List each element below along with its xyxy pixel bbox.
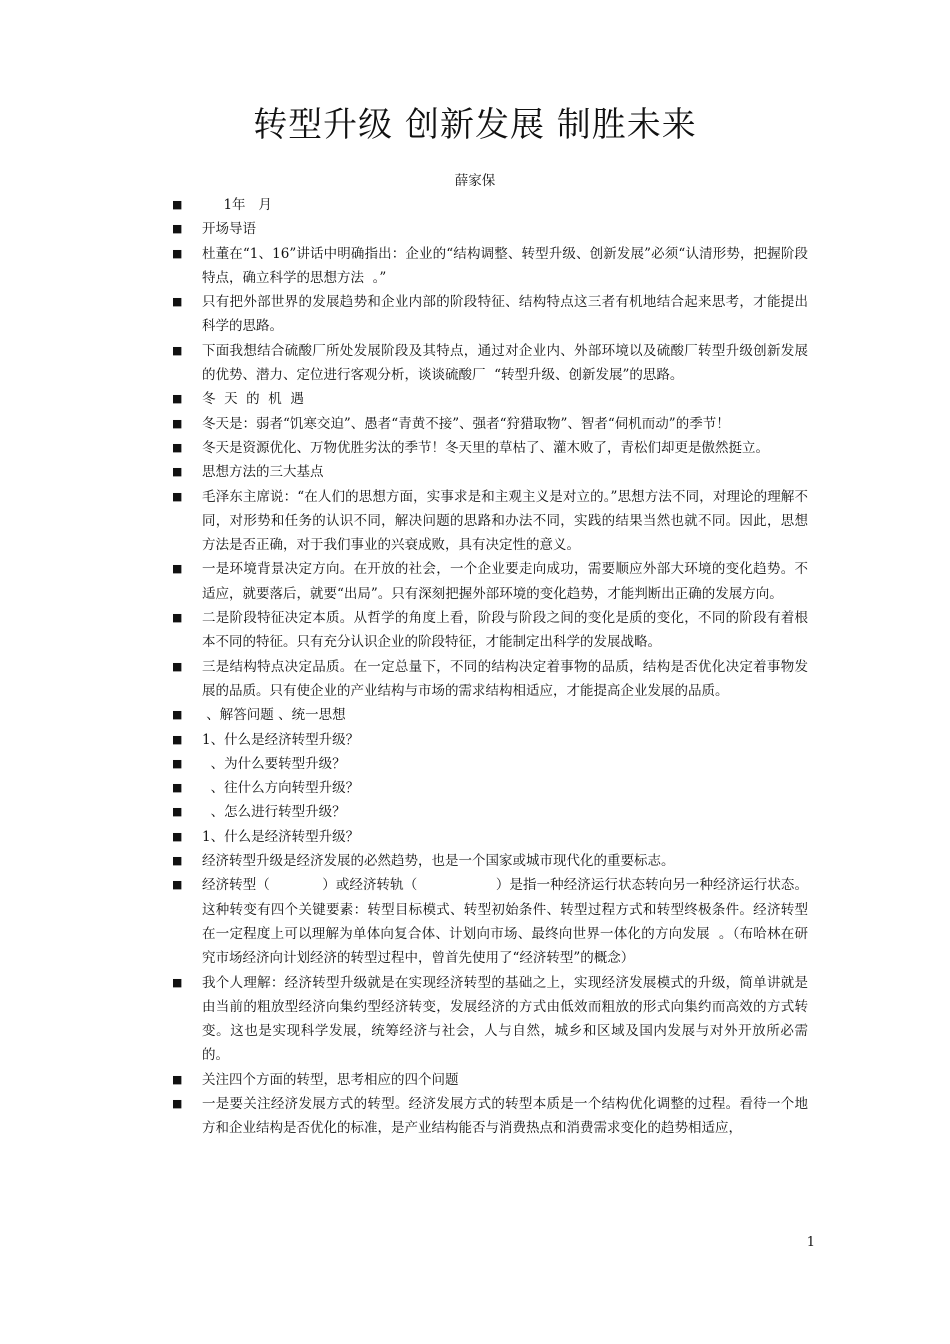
bullet-icon: ■ bbox=[172, 562, 183, 576]
list-item bbox=[172, 849, 808, 873]
list-item-text: 二是阶段特征决定本质。从哲学的角度上看，阶段与阶段之间的变化是质的变化，不同的阶段有着根本不同的特征。只有充分认识企业的阶段特征，才能制定出科学的发展战略。 bbox=[202, 610, 808, 651]
document-title: 转型升级 创新发展 制胜未来 bbox=[253, 105, 697, 145]
bullet-icon: ■ bbox=[172, 465, 183, 479]
bullet-icon: ■ bbox=[172, 878, 183, 892]
list-item-text: 下面我想结合硫酸厂所处发展阶段及其特点，通过对企业内、外部环境以及硫酸厂转型升级创新发展的优势、潜力、定位进行客观分析，谈谈硫酸厂 “转型升级、创新发展”的思路。 bbox=[202, 342, 808, 384]
list-item bbox=[172, 412, 808, 436]
list-item bbox=[172, 1092, 808, 1141]
list-item-text: 冬天是：弱者“饥寒交迫”、愚者“青黄不接”、强者“狩猎取物”、智者“伺机而动”的季节！ bbox=[202, 415, 730, 432]
list-item-text: 开场导语 bbox=[202, 221, 256, 238]
list-item bbox=[172, 485, 808, 558]
list-item bbox=[172, 557, 808, 606]
list-item-text: 杜董在“1、16”讲话中明确指出：企业的“结构调整、转型升级、创新发展”必须“认清形势，把握阶段特点，确立科学的思想方法 。” bbox=[202, 245, 808, 286]
list-item-text: 冬 天 的 机 遇 bbox=[202, 391, 304, 408]
list-item-text: 我个人理解：经济转型升级就是在实现经济转型的基础之上，实现经济发展模式的升级，简单讲就是由当前的粗放型经济向集约型经济转变，发展经济的方式由低效而粗放的形式向集约而高效的方式转变。这也是实现科学发展，统筹经济与社会，人与自然，城乡和区域及国内发展与对外开放所必需的。 bbox=[202, 974, 808, 1064]
bullet-icon: ■ bbox=[172, 246, 183, 260]
bullet-icon: ■ bbox=[172, 708, 183, 722]
list-item bbox=[172, 873, 808, 970]
bullet-icon: ■ bbox=[172, 222, 183, 236]
list-item bbox=[172, 193, 808, 217]
list-item-text: 关注四个方面的转型，思考相应的四个问题 bbox=[202, 1071, 459, 1088]
bullet-icon: ■ bbox=[172, 1072, 183, 1086]
list-item-text: 经济转型升级是经济发展的必然趋势，也是一个国家或城市现代化的重要标志。 bbox=[202, 853, 675, 870]
list-item-text: 、往什么方向转型升级？ bbox=[202, 780, 360, 797]
author-name: 薛家保 bbox=[454, 173, 496, 189]
bullet-icon: ■ bbox=[172, 416, 183, 430]
list-item-text: 1年 月 bbox=[202, 197, 272, 213]
list-item-text: 一是要关注经济发展方式的转型。经济发展方式的转型本质是一个结构优化调整的过程。看待一个地方和企业结构是否优化的标准，是产业结构能否与消费热点和消费需求变化的趋势相适应， bbox=[202, 1095, 808, 1137]
list-item bbox=[172, 728, 808, 752]
list-item-text: 经济转型（ ）或经济转轨（ ）是指一种经济运行状态转向另一种经济运行状态。这种转变有四个关键要素：转型目标模式、转型初始条件、转型过程方式和转型终极条件。经济转型在一定程度上可以理解为单体向复合体、计划向市场、最终向世界一体化的方向发展 。（布哈林在研究市场经济向计划经济的转型过程中，曾首先使用了“经济转型”的概念） bbox=[202, 877, 808, 967]
bullet-icon: ■ bbox=[172, 440, 183, 454]
list-item bbox=[172, 387, 808, 411]
list-item bbox=[172, 703, 808, 727]
list-item-text: 三是结构特点决定品质。在一定总量下，不同的结构决定着事物的品质，结构是否优化决定着事物发展的品质。只有使企业的产业结构与市场的需求结构相适应，才能提高企业发展的品质。 bbox=[202, 658, 808, 699]
list-item bbox=[172, 460, 808, 484]
list-item-text: 、为什么要转型升级？ bbox=[202, 755, 346, 772]
bullet-icon: ■ bbox=[172, 343, 183, 357]
list-item bbox=[172, 655, 808, 704]
bullet-icon: ■ bbox=[172, 854, 183, 868]
list-item bbox=[172, 339, 808, 388]
list-item bbox=[172, 752, 808, 776]
bullet-icon: ■ bbox=[172, 295, 183, 309]
list-item-text: 一是环境背景决定方向。在开放的社会，一个企业要走向成功，需要顺应外部大环境的变化趋势。不适应，就要落后，就要“出局”。只有深刻把握外部环境的变化趋势，才能判断出正确的发展方向。 bbox=[202, 561, 808, 602]
list-item bbox=[172, 971, 808, 1068]
list-item bbox=[172, 800, 808, 824]
list-item-text: 毛泽东主席说：“在人们的思想方面，实事求是和主观主义是对立的。”思想方法不同，对理论的理解不同，对形势和任务的认识不同，解决问题的思路和办法不同，实践的结果当然也就不同。因此，思想方法是否正确，对于我们事业的兴衰成败，具有决定性的意义。 bbox=[202, 488, 808, 554]
list-item-text: 1、什么是经济转型升级？ bbox=[202, 828, 360, 845]
list-item-text: 思想方法的三大基点 bbox=[202, 464, 324, 481]
list-item-text: 冬天是资源优化、万物优胜劣汰的季节！冬天里的草枯了、灌木败了，青松们却更是傲然挺立。 bbox=[202, 439, 769, 456]
list-item-text: 只有把外部世界的发展趋势和企业内部的阶段特征、结构特点这三者有机地结合起来思考，才能提出科学的思路。 bbox=[202, 294, 808, 335]
list-item-text: 、解答问题 、统一思想 bbox=[202, 707, 346, 724]
list-item bbox=[172, 290, 808, 339]
bullet-icon: ■ bbox=[172, 198, 183, 211]
bullet-icon: ■ bbox=[172, 611, 183, 625]
list-item bbox=[172, 436, 808, 460]
bullet-icon: ■ bbox=[172, 829, 183, 843]
bullet-icon: ■ bbox=[172, 489, 183, 503]
bullet-icon: ■ bbox=[172, 805, 183, 819]
list-item bbox=[172, 1068, 808, 1092]
bullet-icon: ■ bbox=[172, 659, 183, 673]
bullet-list bbox=[172, 193, 808, 1141]
bullet-icon: ■ bbox=[172, 1096, 183, 1110]
list-item bbox=[172, 825, 808, 849]
list-item bbox=[172, 217, 808, 241]
bullet-icon: ■ bbox=[172, 781, 183, 795]
list-item bbox=[172, 606, 808, 655]
list-item bbox=[172, 776, 808, 800]
bullet-icon: ■ bbox=[172, 756, 183, 770]
list-item bbox=[172, 242, 808, 291]
bullet-icon: ■ bbox=[172, 975, 183, 989]
list-item-text: 、怎么进行转型升级？ bbox=[202, 804, 346, 821]
bullet-icon: ■ bbox=[172, 392, 183, 406]
list-item-text: 1、什么是经济转型升级？ bbox=[202, 731, 360, 748]
bullet-icon: ■ bbox=[172, 732, 183, 746]
page-number: 1 bbox=[806, 1235, 815, 1250]
